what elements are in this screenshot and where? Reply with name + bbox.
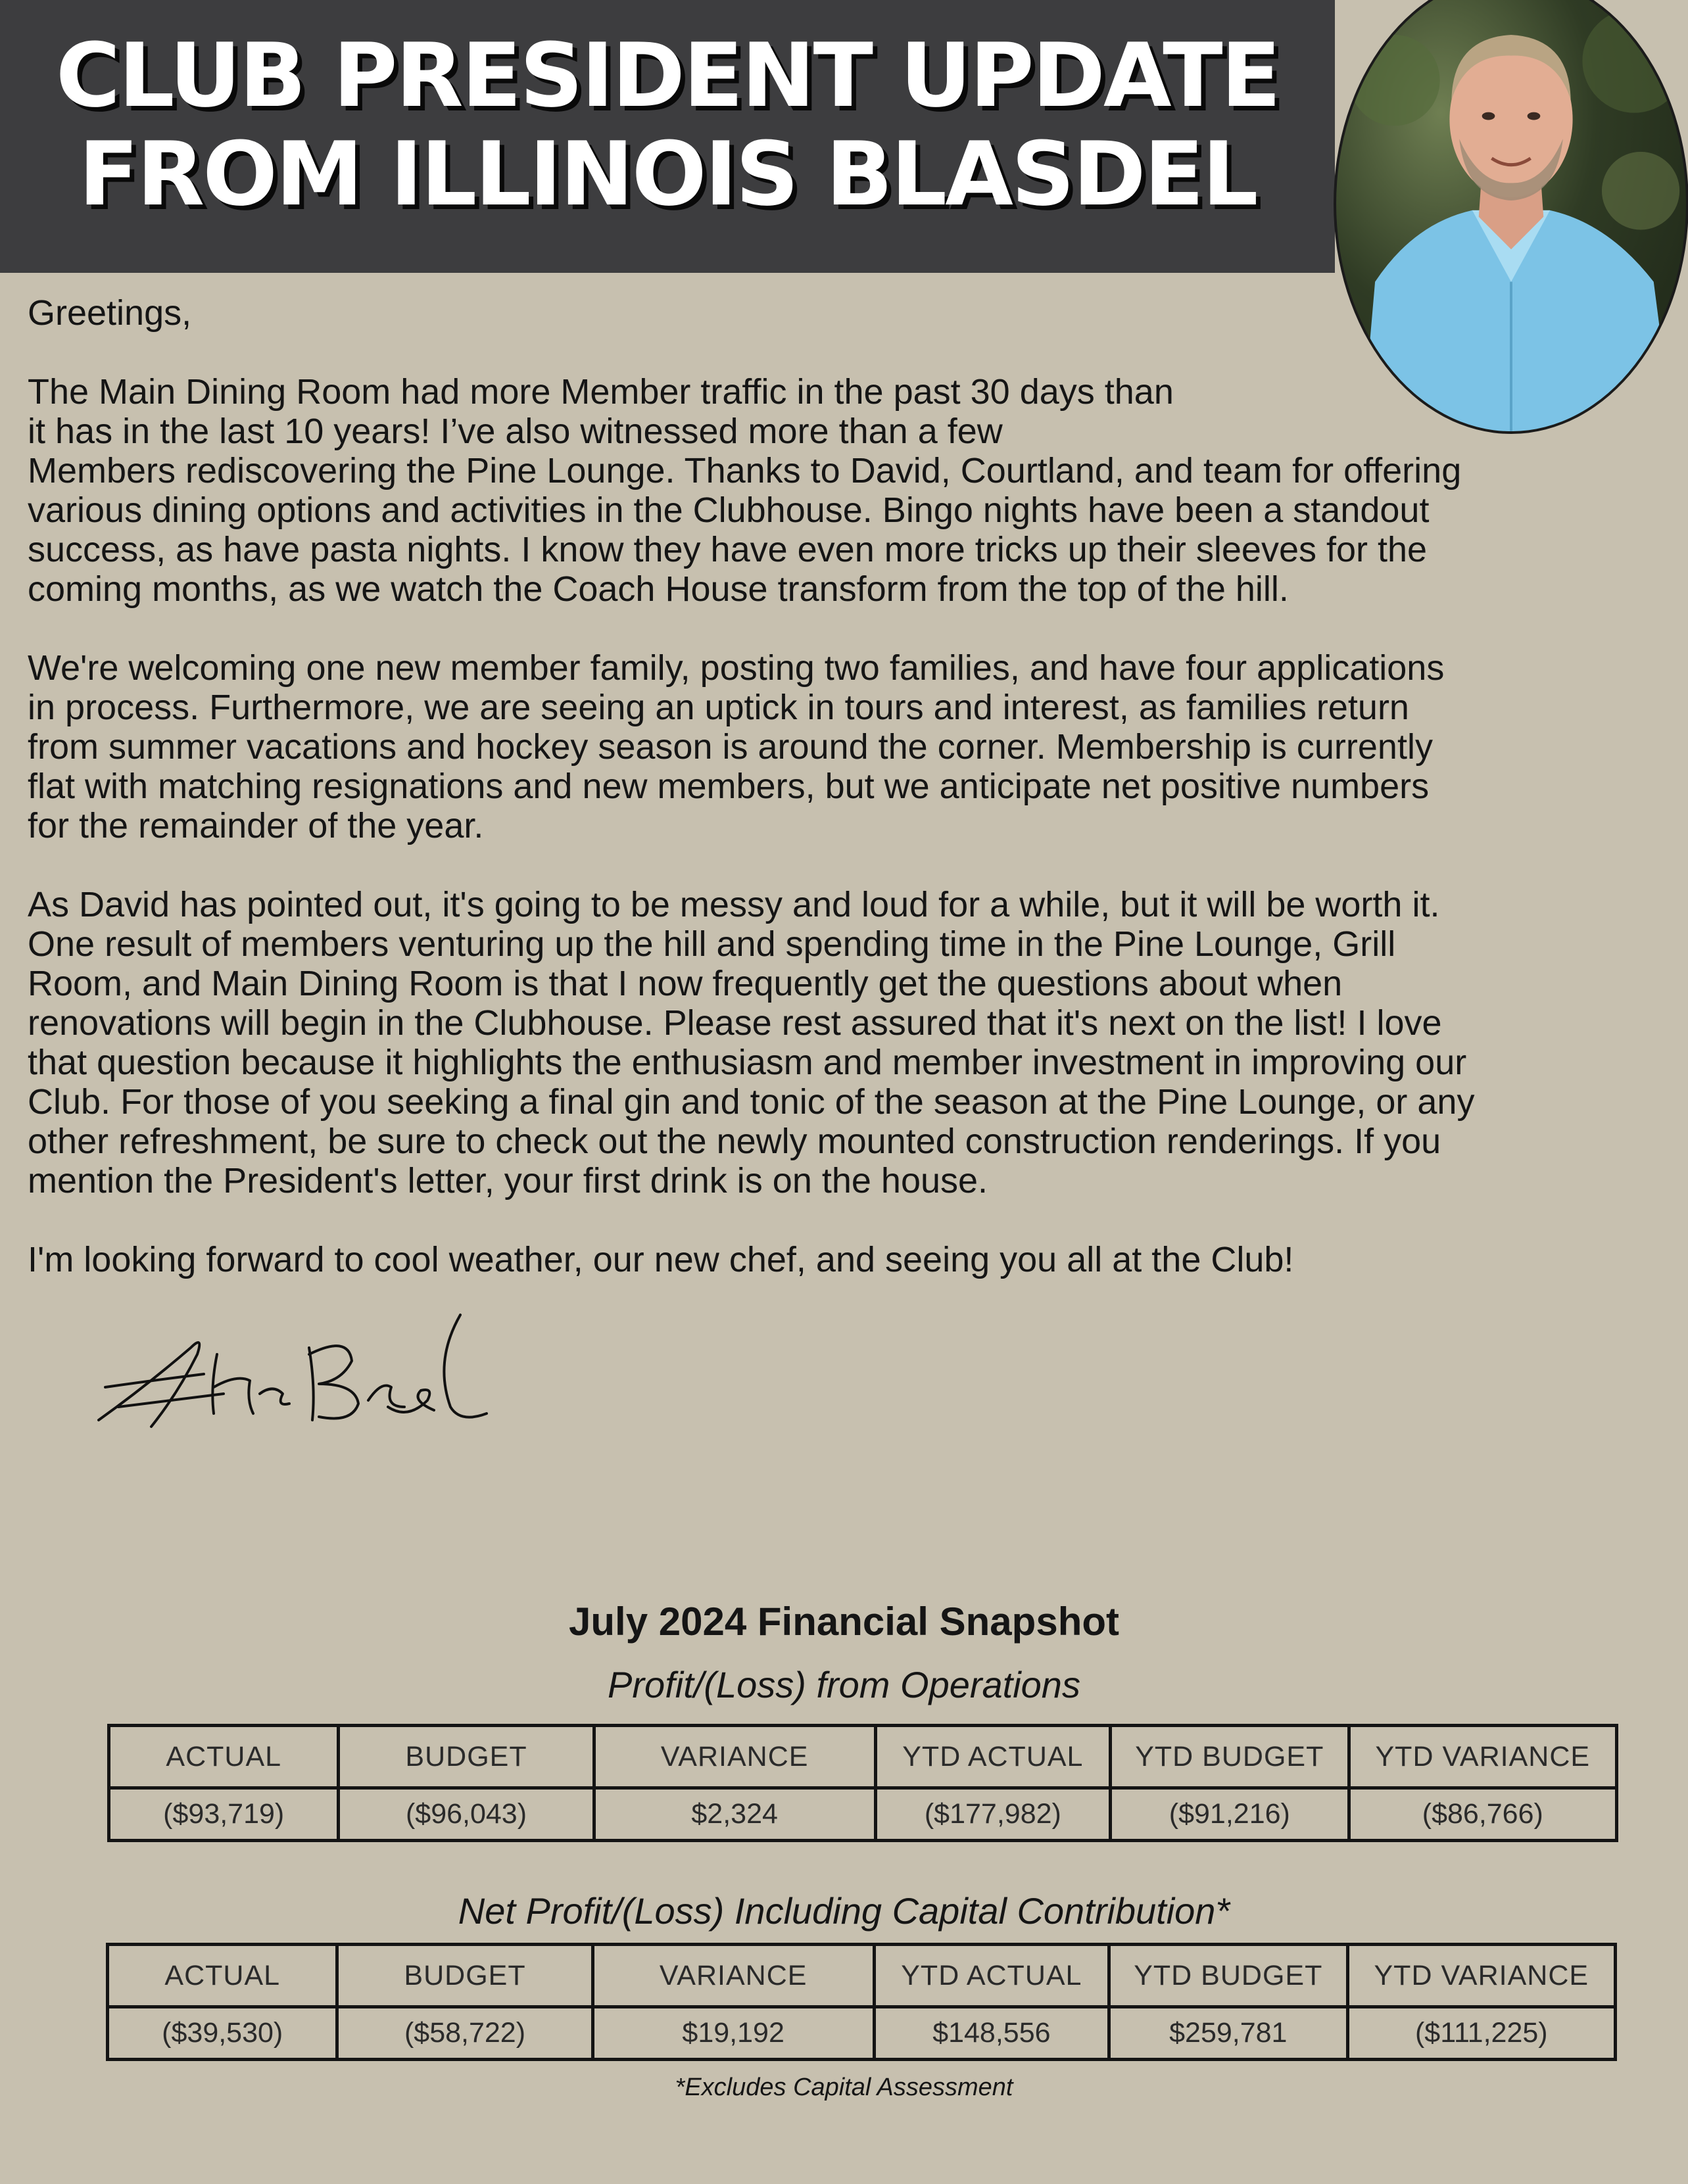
text-line: We're welcoming one new member family, posting two families, and have four applications: [28, 648, 1445, 688]
value-cell: ($96,043): [339, 1788, 594, 1841]
title-line-2: FROM ILLINOIS BLASDEL: [78, 123, 1257, 226]
text-line: other refreshment, be sure to check out the newly mounted construction renderings. If you: [28, 1122, 1441, 1161]
text-line: for the remainder of the year.: [28, 806, 484, 845]
paragraph-2: [28, 648, 1672, 845]
page-title: [0, 26, 1335, 224]
header-cell: VARIANCE: [594, 1726, 875, 1788]
text-line: from summer vacations and hockey season is around the corner. Membership is currently: [28, 727, 1433, 767]
text-line: it has in the last 10 years! I’ve also witnessed more than a few: [28, 412, 1003, 451]
title-line-1: CLUB PRESIDENT UPDATE: [55, 24, 1280, 127]
header-cell: YTD ACTUAL: [874, 1945, 1109, 2007]
value-cell: $259,781: [1109, 2007, 1348, 2060]
footnote: *Excludes Capital Assessment: [675, 2074, 1013, 2101]
value-cell: ($86,766): [1349, 1788, 1616, 1841]
greeting: Greetings,: [28, 293, 192, 333]
value-cell: $148,556: [874, 2007, 1109, 2060]
value-cell: ($111,225): [1347, 2007, 1615, 2060]
snapshot-title: July 2024 Financial Snapshot: [569, 1600, 1119, 1644]
text-line: One result of members venturing up the hill and spending time in the Pine Lounge, Grill: [28, 924, 1396, 964]
text-line: that question because it highlights the enthusiasm and member investment in improving our: [28, 1043, 1467, 1082]
text-line: Club. For those of you seeking a final gin and tonic of the season at the Pine Lounge, or any: [28, 1082, 1475, 1122]
text-line: success, as have pasta nights. I know they have even more tricks up their sleeves for the: [28, 530, 1428, 569]
text-line: renovations will begin in the Clubhouse. Please rest assured that it's next on the list! I love: [28, 1003, 1442, 1043]
header-cell: YTD VARIANCE: [1347, 1945, 1615, 2007]
text-line: As David has pointed out, it's going to be messy and loud for a while, but it will be worth it.: [28, 885, 1440, 924]
header-cell: VARIANCE: [592, 1945, 874, 2007]
header-cell: YTD BUDGET: [1111, 1726, 1349, 1788]
text-line: Members rediscovering the Pine Lounge. Thanks to David, Courtland, and team for offering: [28, 451, 1462, 490]
text-line: The Main Dining Room had more Member traffic in the past 30 days than: [28, 372, 1174, 412]
value-cell: ($58,722): [337, 2007, 592, 2060]
text-line: flat with matching resignations and new members, but we anticipate net positive numbers: [28, 767, 1430, 806]
paragraph-1: [28, 372, 1672, 609]
paragraph-4: [28, 1240, 1672, 1279]
signature: [92, 1308, 526, 1433]
value-cell: $2,324: [594, 1788, 875, 1841]
table-header-row: [108, 1945, 1616, 2007]
header-cell: YTD BUDGET: [1109, 1945, 1348, 2007]
table-row: [108, 2007, 1616, 2060]
table-2-caption: Net Profit/(Loss) Including Capital Contribution*: [458, 1890, 1230, 1932]
header-cell: ACTUAL: [109, 1726, 339, 1788]
paragraph-3: [28, 885, 1672, 1200]
header-cell: ACTUAL: [108, 1945, 337, 2007]
value-cell: $19,192: [592, 2007, 874, 2060]
header-cell: BUDGET: [337, 1945, 592, 2007]
text-line: mention the President's letter, your first drink is on the house.: [28, 1161, 988, 1200]
value-cell: ($93,719): [109, 1788, 339, 1841]
header-cell: YTD VARIANCE: [1349, 1726, 1616, 1788]
letter-body: [28, 293, 1672, 1319]
text-line: in process. Furthermore, we are seeing an uptick in tours and interest, as families return: [28, 688, 1409, 727]
net-profit-table: [106, 1943, 1617, 2061]
table-header-row: [109, 1726, 1617, 1788]
table-row: [109, 1788, 1617, 1841]
value-cell: ($177,982): [875, 1788, 1110, 1841]
value-cell: ($91,216): [1111, 1788, 1349, 1841]
text-line: Room, and Main Dining Room is that I now frequently get the questions about when: [28, 964, 1343, 1003]
table-1-caption: Profit/(Loss) from Operations: [608, 1664, 1080, 1705]
text-line: coming months, as we watch the Coach House transform from the top of the hill.: [28, 569, 1289, 609]
text-line: various dining options and activities in the Clubhouse. Bingo nights have been a standout: [28, 490, 1430, 530]
text-line: I'm looking forward to cool weather, our new chef, and seeing you all at the Club!: [28, 1240, 1294, 1279]
header-cell: YTD ACTUAL: [875, 1726, 1110, 1788]
value-cell: ($39,530): [108, 2007, 337, 2060]
header-cell: BUDGET: [339, 1726, 594, 1788]
operations-table: [107, 1724, 1618, 1842]
